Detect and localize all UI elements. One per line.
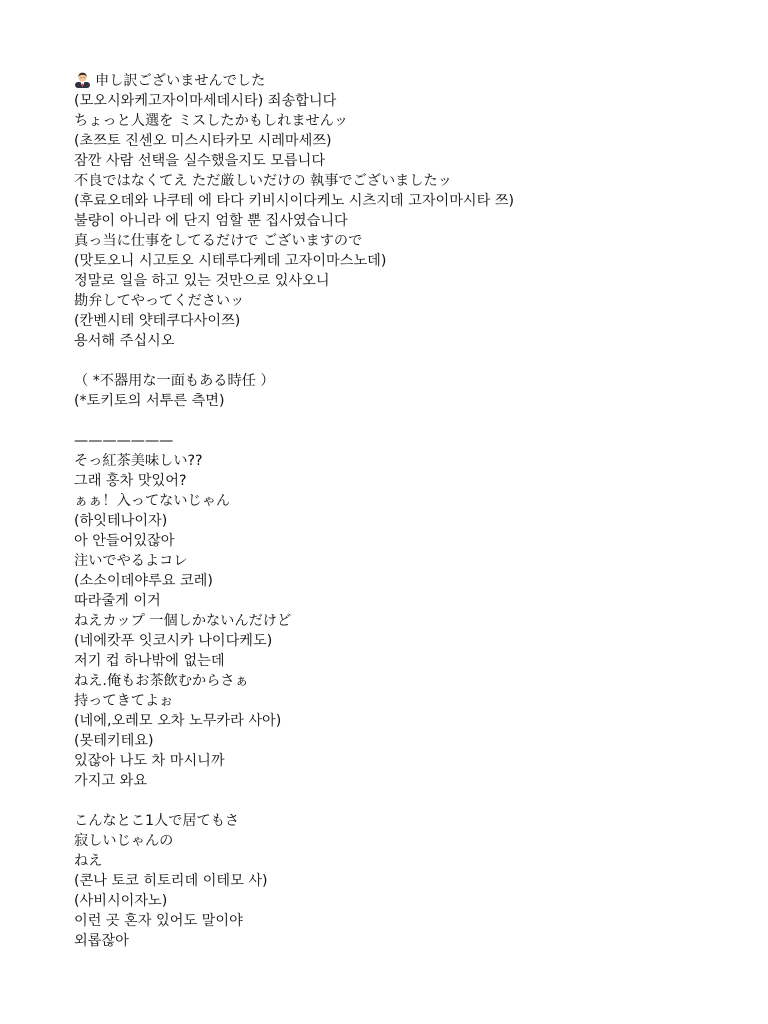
text-line: 寂しいじゃんの [74,833,174,849]
text-line: 不良ではなくてえ ただ厳しいだけの 執事でございましたッ [74,173,452,189]
text-line: 따라줄게 이거 [74,593,161,609]
text-line: そっ紅茶美味しい?? [74,453,203,469]
text-line: (초쯔토 진센오 미스시타카모 시레마세쯔) [74,133,332,149]
text-line: こんなとこ1人で居てもさ [74,813,240,829]
text-line: ねえ [74,853,103,869]
text-line: 勘弁してやってくださいッ [74,293,245,309]
text-line: 아 안들어있잖아 [74,533,175,549]
text-line: (콘나 토코 히토리데 이테모 사) [74,873,268,889]
text-line: ねえ.俺もお茶飲むからさぁ [74,673,249,689]
text-line [74,71,708,91]
text-line: (칸벤시테 얏테쿠다사이쯔) [74,313,241,329]
text-line: 持ってきてよぉ [74,693,174,709]
text-line: 정말로 일을 하고 있는 것만으로 있사오니 [74,273,330,289]
paragraph-gap [74,791,708,811]
text-line: (못테키테요) [74,733,154,749]
text-line: 불량이 아니라 에 단지 엄할 뿐 집사였습니다 [74,213,348,229]
text-line: 이런 곳 혼자 있어도 말이야 [74,913,243,929]
text-line-content: 申し訳ございませんでした [95,73,266,89]
text-line: 외롭잖아 [74,933,129,949]
text-line: 가지고 와요 [74,773,148,789]
text-line: ぁぁ！入ってないじゃん [74,493,231,509]
text-line: (후료오데와 나쿠테 에 타다 키비시이다케노 시츠지데 고자이마시타 쯔) [74,193,515,209]
text-line: 真っ当に仕事をしてるだけで ございますので [74,233,363,249]
paragraph-gap [74,411,708,431]
text-line: (네에캇푸 잇코시카 나이다케도) [74,633,273,649]
text-line: (맛토오니 시고토오 시테루다케데 고자이마스노데) [74,253,387,269]
text-line: 있잖아 나도 차 마시니까 [74,753,225,769]
text-line: (사비시이자노) [74,893,168,909]
text-line: (모오시와케고자이마세데시타) 죄송합니다 [74,93,337,109]
text-line: （ *不器用な一面もある時任 ） [74,373,275,389]
text-line: 그래 홍차 맛있어? [74,473,187,489]
text-line: (하잇테나이자) [74,513,168,529]
paragraph-gap [74,351,708,371]
text-line: ねえカップ 一個しかないんだけど [74,613,292,629]
man-office-worker-icon [74,71,91,88]
text-line: 저기 컵 하나밖에 없는데 [74,653,225,669]
text-line: 잠깐 사람 선택을 실수했을지도 모릅니다 [74,153,326,169]
text-line: 注いでやるよコレ [74,553,188,569]
text-line: 용서해 주십시오 [74,333,175,349]
text-line: ちょっと人選を ミスしたかもしれませんッ [74,113,349,129]
divider-text: ——————— [74,433,174,449]
text-line: (네에,오레모 오차 노무카라 사아) [74,713,282,729]
text-line: (*토키토의 서투른 측면) [74,393,225,409]
text-line: (소소이데야루요 코레) [74,573,213,589]
